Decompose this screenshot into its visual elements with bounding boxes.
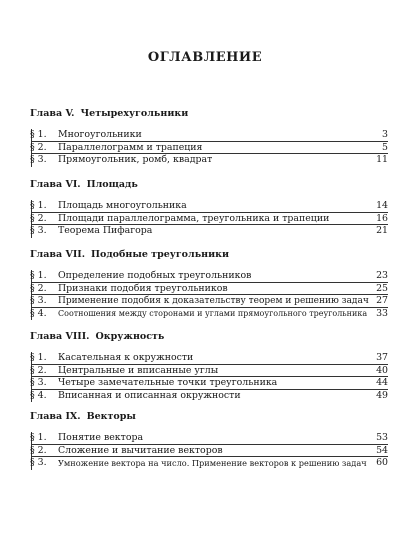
- toc-entry[interactable]: [30, 142, 388, 155]
- section-title: Многоугольники: [58, 129, 142, 140]
- section-title: Касательная к окружности: [58, 352, 194, 363]
- toc-entry[interactable]: [30, 445, 388, 458]
- chapter-label: Глава V.: [30, 108, 75, 119]
- section-title: Определение подобных треугольников: [58, 270, 252, 281]
- chapter-heading: [30, 248, 388, 262]
- page-number: 33: [376, 307, 388, 319]
- page-number: 37: [376, 352, 388, 363]
- section-list: [30, 352, 388, 402]
- section-title: Понятие вектора: [58, 432, 144, 443]
- chapter-label: Глава VII.: [30, 249, 86, 260]
- chapter-name: Окружность: [95, 331, 165, 342]
- toc-entry[interactable]: [30, 225, 388, 238]
- chapter-label: Глава VIII.: [30, 331, 90, 342]
- chapter-name: Векторы: [86, 411, 136, 422]
- section-title: Соотношения между сторонами и углами прямоугольного треугольника: [58, 308, 368, 318]
- section-title: Центральные и вписанные углы: [58, 364, 219, 376]
- page-number: 60: [376, 457, 388, 469]
- section-list: [30, 200, 388, 238]
- page-number: 25: [376, 282, 388, 294]
- chapter-8: [30, 330, 388, 402]
- toc-entry[interactable]: [30, 377, 388, 390]
- section-title: Сложение и вычитание векторов: [58, 444, 223, 456]
- toc-entry[interactable]: [30, 213, 388, 226]
- toc-entry[interactable]: [30, 390, 388, 403]
- page-number: 27: [376, 295, 388, 307]
- chapter-heading: [30, 178, 388, 192]
- section-number: § 1.: [30, 270, 47, 281]
- chapter-9: [30, 410, 388, 470]
- section-number: § 1.: [30, 432, 47, 443]
- section-title: Четыре замечательные точки треугольника: [58, 377, 278, 389]
- page-number: 5: [382, 141, 388, 153]
- chapter-7: [30, 248, 388, 320]
- section-title: Площадь многоугольника: [58, 200, 187, 211]
- toc-entry[interactable]: [30, 365, 388, 378]
- section-list: [30, 270, 388, 320]
- section-title: Умножение вектора на число. Применение векторов к решению задач: [58, 458, 367, 469]
- section-title: Площади параллелограмма, треугольника и трапеции: [58, 212, 330, 224]
- section-number: § 2.: [30, 141, 47, 153]
- toc-entry[interactable]: [30, 270, 388, 283]
- section-number: § 3.: [30, 295, 47, 307]
- page-number: 49: [376, 389, 388, 401]
- page-number: 11: [376, 154, 388, 166]
- page-number: 54: [376, 444, 388, 456]
- chapter-name: Подобные треугольники: [91, 249, 230, 260]
- page-number: 14: [376, 200, 388, 211]
- section-title: Теорема Пифагора: [58, 225, 153, 237]
- chapter-label: Глава VI.: [30, 179, 81, 190]
- section-number: § 3.: [30, 377, 47, 389]
- section-number: § 1.: [30, 200, 47, 211]
- toc-entry[interactable]: [30, 432, 388, 445]
- section-number: § 4.: [30, 307, 47, 319]
- page-number: 3: [382, 129, 388, 140]
- section-number: § 2.: [30, 212, 47, 224]
- section-list: [30, 129, 388, 167]
- page-title: ОГЛАВЛЕНИЕ: [147, 50, 263, 65]
- chapter-5: [30, 107, 388, 167]
- section-number: § 2.: [30, 444, 47, 456]
- page-number: 23: [376, 270, 388, 281]
- section-number: § 2.: [30, 282, 47, 294]
- section-number: § 3.: [30, 225, 47, 237]
- chapter-heading: [30, 107, 388, 121]
- section-title: Применение подобия к доказательству теорем и решению задач: [58, 296, 369, 307]
- chapter-name: Площадь: [86, 179, 138, 190]
- section-title: Признаки подобия треугольников: [58, 282, 228, 294]
- page-number: 44: [376, 377, 388, 389]
- toc-entry[interactable]: [30, 129, 388, 142]
- chapter-6: [30, 178, 388, 238]
- toc-entry[interactable]: [30, 200, 388, 213]
- toc-entry[interactable]: [30, 283, 388, 296]
- chapter-name: Четырехугольники: [80, 108, 189, 119]
- toc-entry[interactable]: [30, 308, 388, 321]
- page-number: 21: [376, 225, 388, 237]
- section-title: Параллелограмм и трапеция: [58, 141, 203, 153]
- section-number: § 1.: [30, 352, 47, 363]
- page-number: 40: [376, 364, 388, 376]
- chapter-heading: [30, 410, 388, 424]
- section-number: § 3.: [30, 154, 47, 166]
- chapter-heading: [30, 330, 388, 344]
- section-number: § 2.: [30, 364, 47, 376]
- toc-entry[interactable]: [30, 352, 388, 365]
- section-list: [30, 432, 388, 470]
- toc-entry[interactable]: [30, 295, 388, 308]
- chapter-label: Глава IX.: [30, 411, 81, 422]
- toc-entry[interactable]: [30, 154, 388, 167]
- section-title: Прямоугольник, ромб, квадрат: [58, 154, 213, 166]
- section-title: Вписанная и описанная окружности: [58, 389, 241, 401]
- page-number: 53: [376, 432, 388, 443]
- toc-entry[interactable]: [30, 457, 388, 470]
- section-number: § 3.: [30, 457, 47, 469]
- section-number: § 1.: [30, 129, 47, 140]
- page-number: 16: [376, 212, 388, 224]
- section-number: § 4.: [30, 389, 47, 401]
